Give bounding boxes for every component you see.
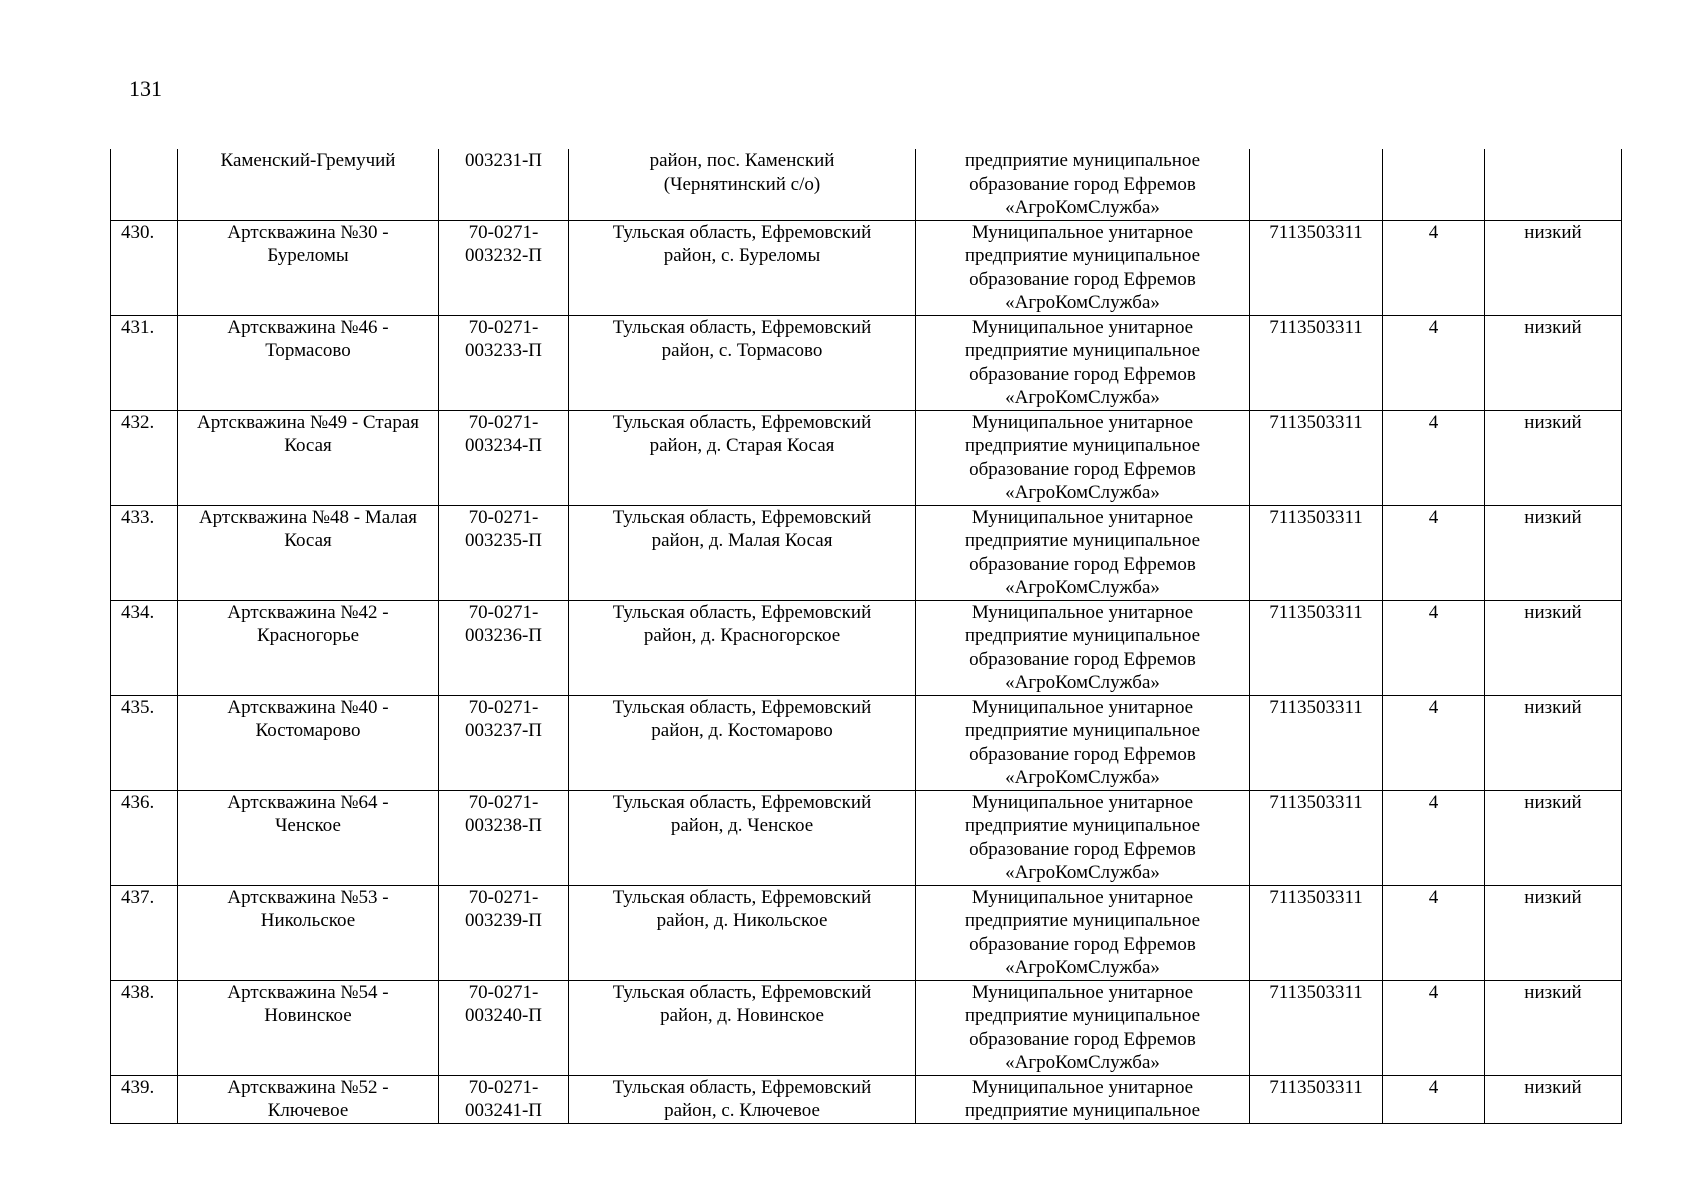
- cell-line: Артскважина №40 -: [227, 696, 389, 718]
- cell-line: Тульская область, Ефремовский: [612, 791, 872, 813]
- cell-line: район, д. Ченское: [670, 815, 814, 836]
- cell-line: предприятие муниципальное: [964, 1100, 1201, 1121]
- table-row: [111, 410, 1622, 505]
- registry-code-cell: [439, 885, 569, 980]
- category-cell: 4: [1383, 220, 1485, 315]
- cell-line: Артскважина №42 -: [227, 601, 389, 623]
- cell-line: Муниципальное унитарное: [971, 886, 1194, 908]
- cell-line: Артскважина №54 -: [227, 981, 389, 1003]
- organization-cell: [916, 410, 1250, 505]
- object-name-cell: [178, 149, 439, 220]
- cell-line: 70-0271-: [468, 601, 539, 623]
- category-cell: 4: [1383, 315, 1485, 410]
- table-row: [111, 505, 1622, 600]
- object-name-cell: [178, 980, 439, 1075]
- cell-line: Муниципальное унитарное: [971, 601, 1194, 623]
- cell-line: «АгроКомСлужба»: [1005, 577, 1160, 598]
- organization-cell: [916, 315, 1250, 410]
- table-row: [111, 980, 1622, 1075]
- row-number-cell: 433.: [111, 505, 178, 600]
- row-number-cell: 430.: [111, 220, 178, 315]
- cell-line: предприятие муниципальное: [964, 245, 1201, 266]
- cell-line: 003234-П: [464, 435, 543, 456]
- table-row: [111, 885, 1622, 980]
- cell-line: Красногорье: [256, 625, 360, 646]
- address-cell: [569, 315, 916, 410]
- cell-line: Артскважина №64 -: [227, 791, 389, 813]
- inn-cell: 7113503311: [1250, 600, 1383, 695]
- cell-line: образование город Ефремов: [969, 648, 1196, 670]
- cell-line: район, д. Никольское: [656, 910, 828, 931]
- cell-line: Муниципальное унитарное: [971, 1076, 1194, 1098]
- cell-line: Артскважина №30 -: [227, 221, 389, 243]
- row-number-cell: [111, 149, 178, 220]
- category-cell: [1383, 149, 1485, 220]
- row-number-cell: 431.: [111, 315, 178, 410]
- cell-line: 70-0271-: [468, 221, 539, 243]
- cell-line: Муниципальное унитарное: [971, 411, 1194, 433]
- inn-cell: 7113503311: [1250, 695, 1383, 790]
- cell-line: Тульская область, Ефремовский: [612, 1076, 872, 1098]
- row-number-cell: 436.: [111, 790, 178, 885]
- cell-line: Артскважина №52 -: [227, 1076, 389, 1098]
- cell-line: Муниципальное унитарное: [971, 316, 1194, 338]
- cell-line: «АгроКомСлужба»: [1005, 387, 1160, 408]
- cell-line: Новинское: [264, 1005, 352, 1026]
- risk-level-cell: [1485, 149, 1622, 220]
- cell-line: Муниципальное унитарное: [971, 696, 1194, 718]
- risk-level-cell: низкий: [1485, 885, 1622, 980]
- risk-level-cell: низкий: [1485, 410, 1622, 505]
- table-row: [111, 220, 1622, 315]
- cell-line: «АгроКомСлужба»: [1005, 957, 1160, 978]
- table-row: [111, 315, 1622, 410]
- address-cell: [569, 220, 916, 315]
- cell-line: район, с. Тормасово: [661, 340, 823, 361]
- cell-line: Тульская область, Ефремовский: [612, 601, 872, 623]
- object-name-cell: [178, 790, 439, 885]
- category-cell: 4: [1383, 695, 1485, 790]
- cell-line: Артскважина №53 -: [227, 886, 389, 908]
- cell-line: предприятие муниципальное: [964, 150, 1201, 171]
- cell-line: предприятие муниципальное: [964, 1005, 1201, 1026]
- cell-line: район, д. Малая Косая: [651, 530, 833, 551]
- cell-line: Тормасово: [265, 340, 351, 361]
- cell-line: Муниципальное унитарное: [971, 506, 1194, 528]
- category-cell: 4: [1383, 505, 1485, 600]
- object-name-cell: [178, 220, 439, 315]
- cell-line: 70-0271-: [468, 696, 539, 718]
- registry-code-cell: [439, 980, 569, 1075]
- registry-code-cell: [439, 149, 569, 220]
- registry-body: [111, 149, 1622, 1123]
- cell-line: район, д. Старая Косая: [649, 435, 835, 456]
- cell-line: Косая: [284, 530, 332, 551]
- address-cell: [569, 149, 916, 220]
- table-row: [111, 695, 1622, 790]
- page-number: 131: [129, 76, 162, 101]
- inn-cell: 7113503311: [1250, 410, 1383, 505]
- cell-line: «АгроКомСлужба»: [1005, 1052, 1160, 1073]
- cell-line: район, д. Красногорское: [643, 625, 841, 646]
- registry-code-cell: [439, 505, 569, 600]
- inn-cell: 7113503311: [1250, 1075, 1383, 1123]
- object-name-cell: [178, 505, 439, 600]
- cell-line: 70-0271-: [468, 411, 539, 433]
- cell-line: (Чернятинский с/о): [663, 173, 821, 195]
- cell-line: Ключевое: [267, 1100, 349, 1121]
- cell-line: Тульская область, Ефремовский: [612, 221, 872, 243]
- risk-level-cell: низкий: [1485, 695, 1622, 790]
- cell-line: Тульская область, Ефремовский: [612, 316, 872, 338]
- cell-line: Тульская область, Ефремовский: [612, 411, 872, 433]
- cell-line: Тульская область, Ефремовский: [612, 696, 872, 718]
- category-cell: 4: [1383, 885, 1485, 980]
- risk-level-cell: низкий: [1485, 600, 1622, 695]
- cell-line: Тульская область, Ефремовский: [612, 981, 872, 1003]
- address-cell: [569, 1075, 916, 1123]
- object-name-cell: [178, 600, 439, 695]
- object-name-cell: [178, 410, 439, 505]
- cell-line: 003232-П: [464, 245, 543, 266]
- row-number-cell: 435.: [111, 695, 178, 790]
- cell-line: образование город Ефремов: [969, 268, 1196, 290]
- cell-line: образование город Ефремов: [969, 838, 1196, 860]
- cell-line: 70-0271-: [468, 791, 539, 813]
- cell-line: образование город Ефремов: [969, 1028, 1196, 1050]
- cell-line: предприятие муниципальное: [964, 340, 1201, 361]
- cell-line: «АгроКомСлужба»: [1005, 767, 1160, 788]
- registry-code-cell: [439, 410, 569, 505]
- cell-line: 70-0271-: [468, 1076, 539, 1098]
- organization-cell: [916, 600, 1250, 695]
- organization-cell: [916, 1075, 1250, 1123]
- table-row: [111, 600, 1622, 695]
- cell-line: Костомарово: [255, 720, 361, 741]
- cell-line: Муниципальное унитарное: [971, 791, 1194, 813]
- address-cell: [569, 885, 916, 980]
- inn-cell: 7113503311: [1250, 885, 1383, 980]
- registry-code-cell: [439, 1075, 569, 1123]
- organization-cell: [916, 980, 1250, 1075]
- risk-level-cell: низкий: [1485, 315, 1622, 410]
- object-name-cell: [178, 1075, 439, 1123]
- registry-code-cell: [439, 315, 569, 410]
- cell-line: Артскважина №48 - Малая: [198, 506, 418, 528]
- cell-line: «АгроКомСлужба»: [1005, 197, 1160, 218]
- cell-line: «АгроКомСлужба»: [1005, 862, 1160, 883]
- cell-line: предприятие муниципальное: [964, 910, 1201, 931]
- cell-line: 003241-П: [464, 1100, 543, 1121]
- object-name-cell: [178, 695, 439, 790]
- cell-line: Муниципальное унитарное: [971, 981, 1194, 1003]
- cell-line: район, д. Костомарово: [651, 720, 833, 741]
- table-row: [111, 149, 1622, 220]
- row-number-cell: 437.: [111, 885, 178, 980]
- address-cell: [569, 505, 916, 600]
- organization-cell: [916, 695, 1250, 790]
- cell-line: образование город Ефремов: [969, 363, 1196, 385]
- cell-line: район, пос. Каменский: [649, 150, 835, 171]
- cell-line: образование город Ефремов: [969, 458, 1196, 480]
- cell-line: образование город Ефремов: [969, 553, 1196, 575]
- cell-line: предприятие муниципальное: [964, 720, 1201, 741]
- cell-line: образование город Ефремов: [969, 743, 1196, 765]
- category-cell: 4: [1383, 410, 1485, 505]
- cell-line: Артскважина №49 - Старая: [197, 411, 419, 433]
- cell-line: Буреломы: [267, 245, 349, 266]
- cell-line: 003238-П: [464, 815, 543, 836]
- registry-table: [110, 149, 1622, 1124]
- cell-line: район, с. Ключевое: [664, 1100, 820, 1121]
- cell-line: 003239-П: [464, 910, 543, 931]
- registry-code-cell: [439, 695, 569, 790]
- cell-line: Ченское: [275, 815, 341, 836]
- inn-cell: 7113503311: [1250, 980, 1383, 1075]
- cell-line: «АгроКомСлужба»: [1005, 482, 1160, 503]
- row-number-cell: 434.: [111, 600, 178, 695]
- inn-cell: [1250, 149, 1383, 220]
- inn-cell: 7113503311: [1250, 220, 1383, 315]
- cell-line: 70-0271-: [468, 981, 539, 1003]
- cell-line: 70-0271-: [468, 886, 539, 908]
- cell-line: район, д. Новинское: [660, 1005, 824, 1026]
- risk-level-cell: низкий: [1485, 1075, 1622, 1123]
- cell-line: Косая: [284, 435, 332, 456]
- address-cell: [569, 695, 916, 790]
- organization-cell: [916, 220, 1250, 315]
- organization-cell: [916, 790, 1250, 885]
- category-cell: 4: [1383, 980, 1485, 1075]
- inn-cell: 7113503311: [1250, 505, 1383, 600]
- cell-line: Артскважина №46 -: [227, 316, 389, 338]
- table-row: [111, 1075, 1622, 1123]
- address-cell: [569, 790, 916, 885]
- cell-line: Муниципальное унитарное: [971, 221, 1194, 243]
- cell-line: образование город Ефремов: [969, 173, 1196, 195]
- cell-line: 003235-П: [464, 530, 543, 551]
- cell-line: Никольское: [260, 910, 356, 931]
- cell-line: район, с. Буреломы: [663, 245, 821, 266]
- cell-line: 70-0271-: [468, 506, 539, 528]
- cell-line: Каменский-Гремучий: [220, 150, 396, 171]
- cell-line: «АгроКомСлужба»: [1005, 672, 1160, 693]
- cell-line: предприятие муниципальное: [964, 815, 1201, 836]
- inn-cell: 7113503311: [1250, 315, 1383, 410]
- cell-line: 003240-П: [464, 1005, 543, 1026]
- address-cell: [569, 410, 916, 505]
- row-number-cell: 439.: [111, 1075, 178, 1123]
- risk-level-cell: низкий: [1485, 220, 1622, 315]
- inn-cell: 7113503311: [1250, 790, 1383, 885]
- address-cell: [569, 980, 916, 1075]
- risk-level-cell: низкий: [1485, 980, 1622, 1075]
- cell-line: 003236-П: [464, 625, 543, 646]
- row-number-cell: 432.: [111, 410, 178, 505]
- cell-line: предприятие муниципальное: [964, 625, 1201, 646]
- category-cell: 4: [1383, 790, 1485, 885]
- cell-line: предприятие муниципальное: [964, 530, 1201, 551]
- registry-code-cell: [439, 220, 569, 315]
- cell-line: 70-0271-: [468, 316, 539, 338]
- cell-line: 003233-П: [464, 340, 543, 361]
- address-cell: [569, 600, 916, 695]
- cell-line: «АгроКомСлужба»: [1005, 292, 1160, 313]
- cell-line: Тульская область, Ефремовский: [612, 506, 872, 528]
- registry-code-cell: [439, 600, 569, 695]
- registry-code-cell: [439, 790, 569, 885]
- organization-cell: [916, 505, 1250, 600]
- object-name-cell: [178, 885, 439, 980]
- cell-line: 003231-П: [464, 150, 543, 171]
- object-name-cell: [178, 315, 439, 410]
- risk-level-cell: низкий: [1485, 505, 1622, 600]
- risk-level-cell: низкий: [1485, 790, 1622, 885]
- cell-line: предприятие муниципальное: [964, 435, 1201, 456]
- category-cell: 4: [1383, 600, 1485, 695]
- row-number-cell: 438.: [111, 980, 178, 1075]
- cell-line: образование город Ефремов: [969, 933, 1196, 955]
- cell-line: Тульская область, Ефремовский: [612, 886, 872, 908]
- organization-cell: [916, 885, 1250, 980]
- cell-line: 003237-П: [464, 720, 543, 741]
- table-row: [111, 790, 1622, 885]
- organization-cell: [916, 149, 1250, 220]
- category-cell: 4: [1383, 1075, 1485, 1123]
